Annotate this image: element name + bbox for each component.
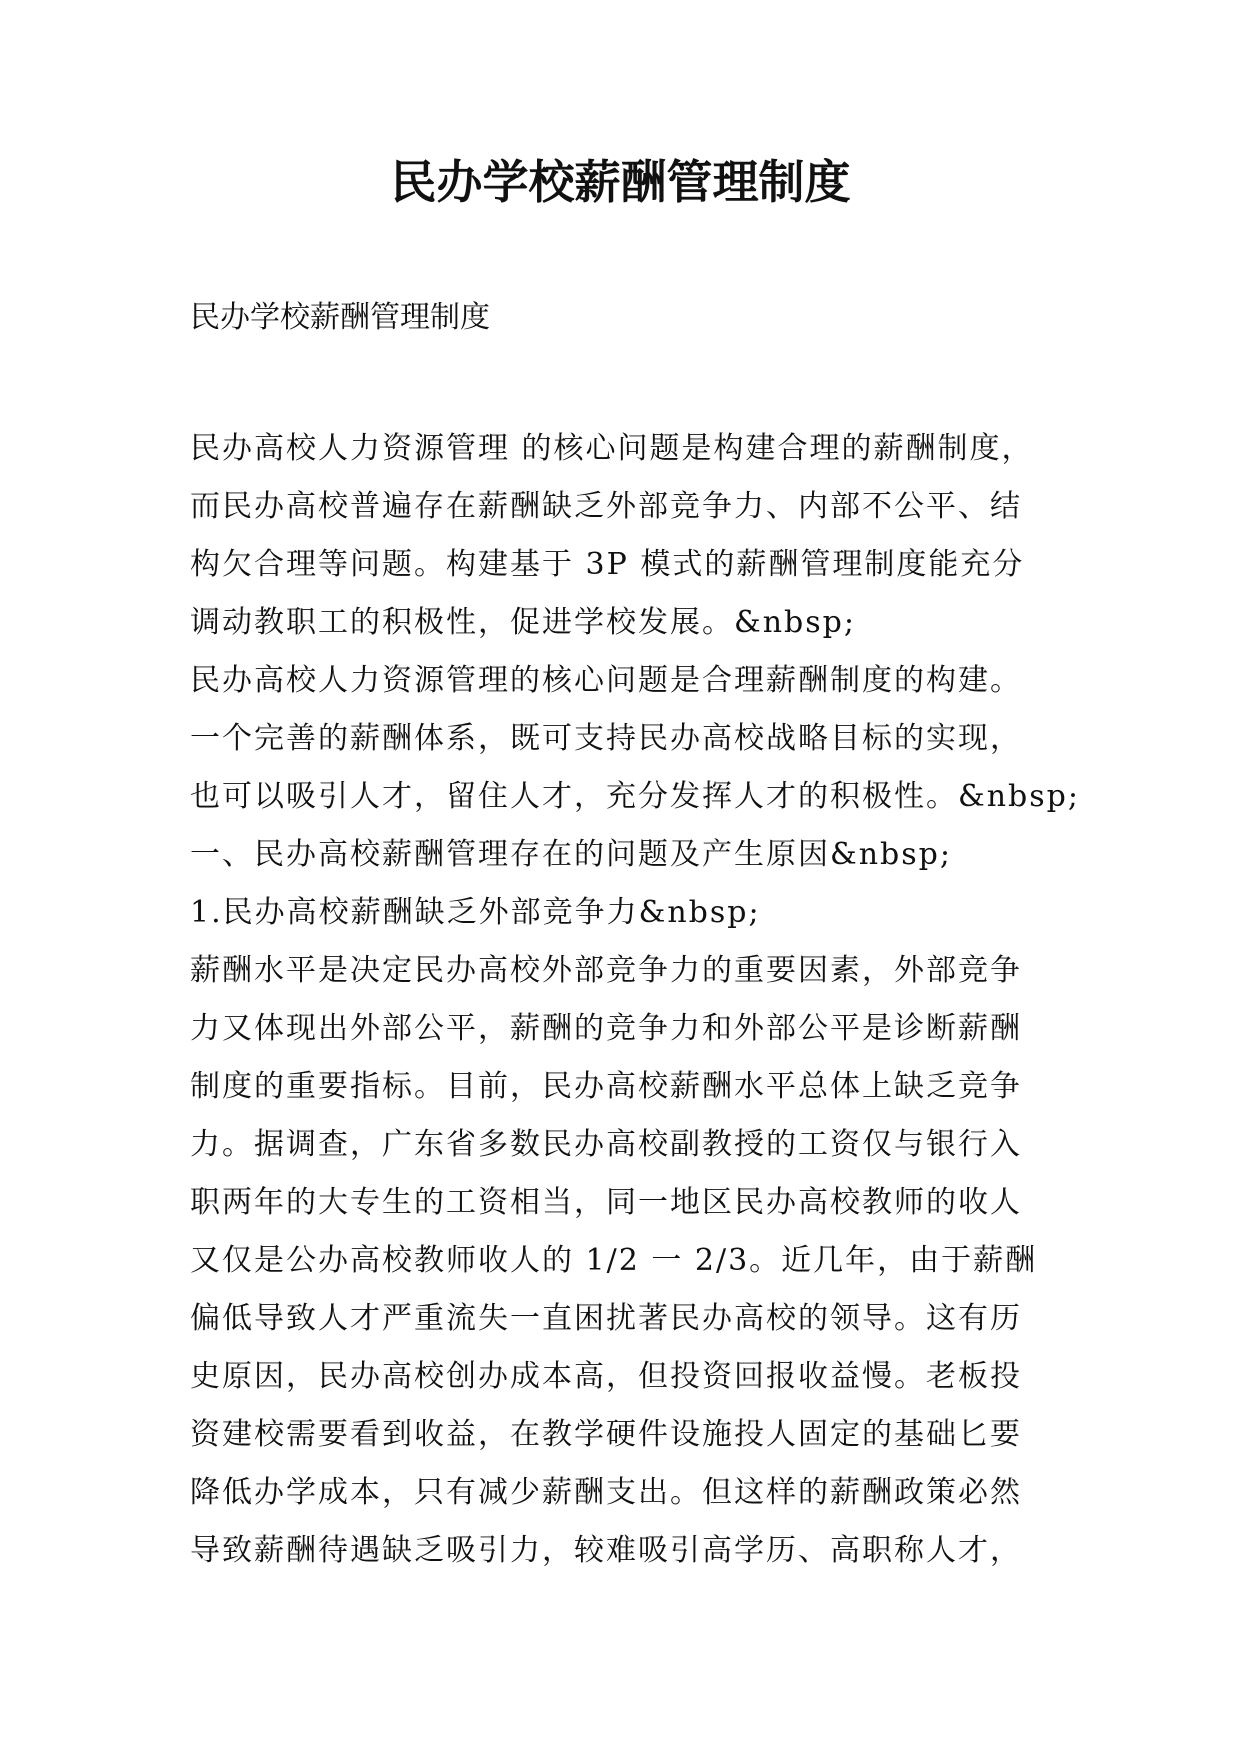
text-line: 力。据调查，广东省多数民办高校副教授的工资仅与银行入 [190,1127,1022,1162]
document-body [190,290,1080,1580]
text-line: 偏低导致人才严重流失一直困扰著民办高校的领导。这有历 [190,1301,1022,1336]
text-line: 职两年的大专生的工资相当，同一地区民办高校教师的收人 [190,1185,1022,1220]
text-line: 民办高校人力资源管理的核心问题是合理薪酬制度的构建。 [190,663,1022,698]
document-subtitle: 民办学校薪酬管理制度 [190,300,490,335]
text-line: 资建校需要看到收益，在教学硬件设施投人固定的基础匕要 [190,1417,1022,1452]
text-line: 降低办学成本，只有减少薪酬支出。但这样的薪酬政策必然 [190,1475,1022,1510]
text-line: 力又体现出外部公平，薪酬的竞争力和外部公平是诊断薪酬 [190,1011,1022,1046]
text-line: 调动教职工的积极性，促进学校发展。&nbsp; [190,605,856,640]
text-line: 史原因，民办高校创办成本高，但投资回报收益慢。老板投 [190,1359,1022,1394]
section-heading: 一、民办高校薪酬管理存在的问题及产生原因&nbsp; [190,837,952,872]
text-line: 制度的重要指标。目前，民办高校薪酬水平总体上缺乏竞争 [190,1069,1022,1104]
paragraph-lines [190,420,1080,1580]
text-line: 导致薪酬待遇缺乏吸引力，较难吸引高学历、高职称人才， [190,1533,1022,1568]
subsection-heading: 1.民办高校薪酬缺乏外部竞争力&nbsp; [190,895,761,930]
text-line: 也可以吸引人才，留住人才，充分发挥人才的积极性。&nbsp; [190,779,1080,814]
text-line: 一个完善的薪酬体系，既可支持民办高校战略目标的实现， [190,721,1022,756]
text-line: 构欠合理等问题。构建基于 3P 模式的薪酬管理制度能充分 [190,547,1025,582]
document-title: 民办学校薪酬管理制度 [390,155,851,209]
text-line: 又仅是公办高校教师收人的 1/2 一 2/3。近几年，由于薪酬 [190,1243,1038,1278]
text-line: 而民办高校普遍存在薪酬缺乏外部竞争力、内部不公平、结 [190,489,1022,524]
text-line: 薪酬水平是决定民办高校外部竞争力的重要因素，外部竞争 [190,953,1022,988]
text-line: 民办高校人力资源管理 的核心问题是构建合理的薪酬制度， [190,431,1034,466]
